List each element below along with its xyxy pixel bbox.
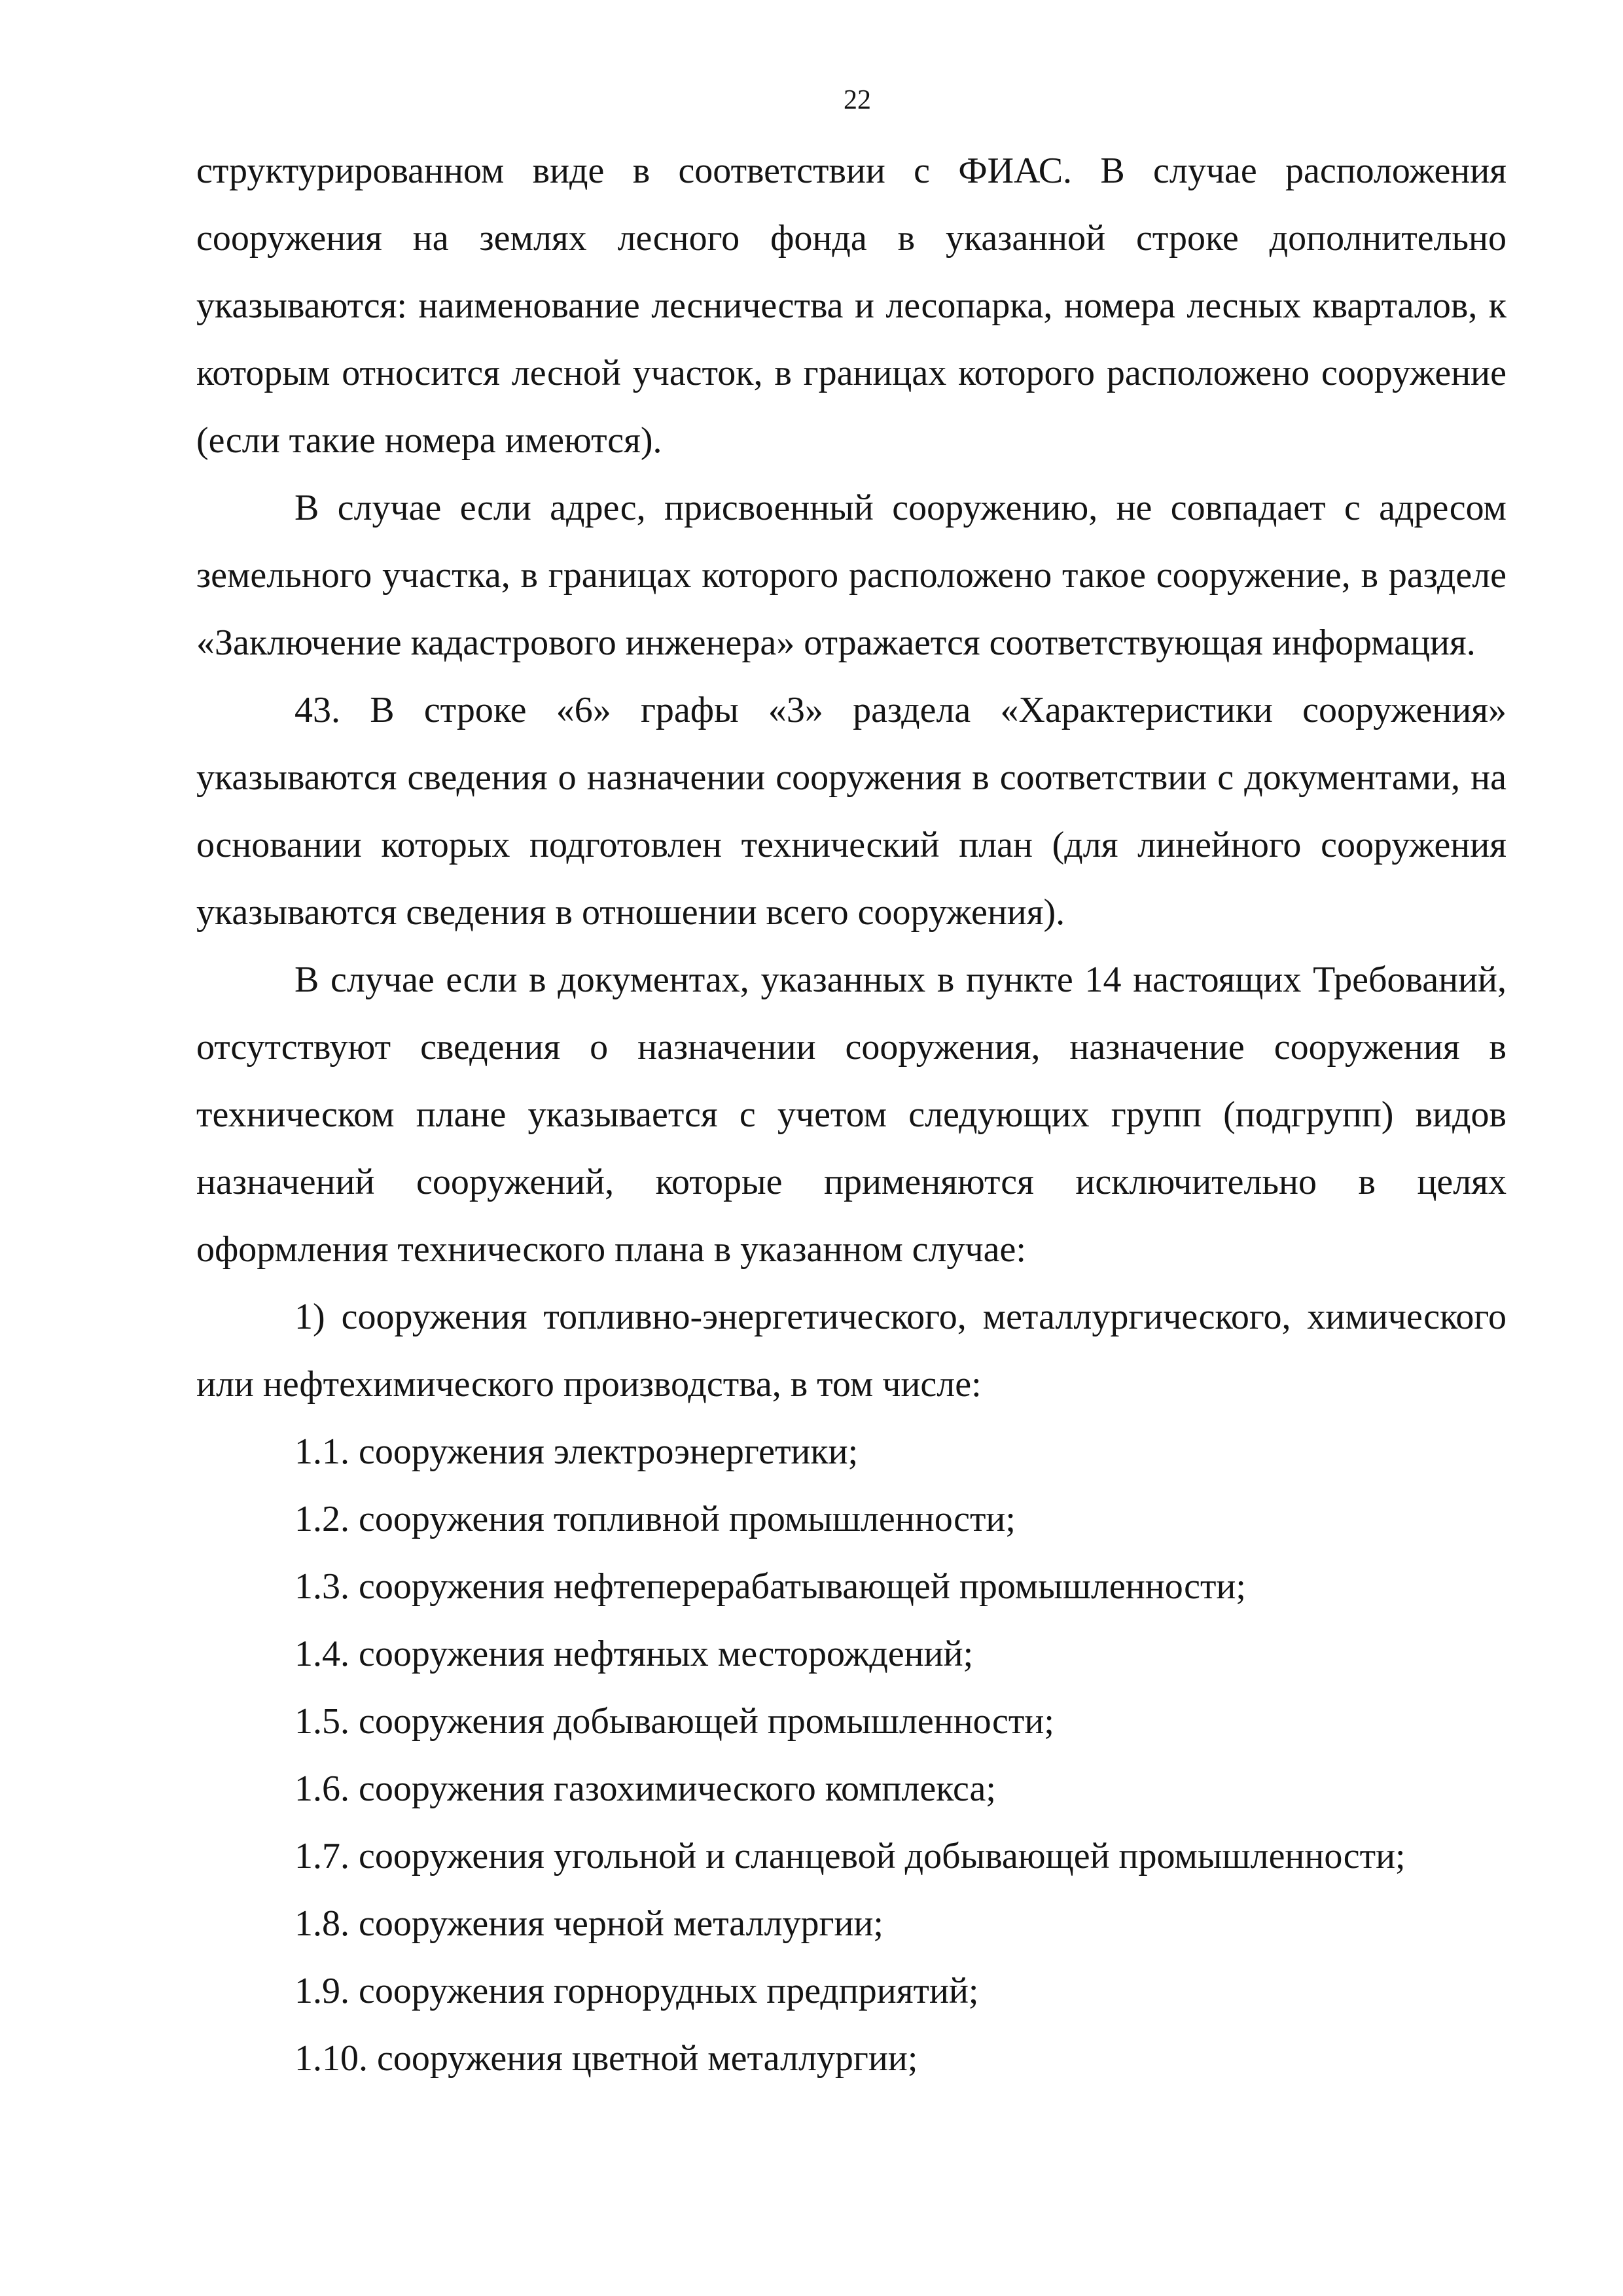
list-item: 1.7. сооружения угольной и сланцевой добывающей промышленности; xyxy=(294,1836,1406,1876)
list-item: 1.3. сооружения нефтеперерабатывающей промышленности; xyxy=(294,1566,1246,1607)
list-item: 1.5. сооружения добывающей промышленности; xyxy=(294,1701,1054,1742)
paragraph-purpose-groups: В случае если в документах, указанных в пункте 14 настоящих Требований, отсутствуют сведения о назначении сооружения, назначение сооружения в техническом плане указывается с учетом следующих групп (подгрупп) видов назначений сооружений, которые применяются исключительно в целях оформления технического плана в указанном случае: xyxy=(196,960,1507,1270)
list-item: 1.9. сооружения горнорудных предприятий; xyxy=(294,1971,979,2011)
paragraph-address-mismatch: В случае если адрес, присвоенный сооружению, не совпадает с адресом земельного участка, в границах которого расположено такое сооружение, в разделе «Заключение кадастрового инженера» отражается соответствующая информация. xyxy=(196,488,1507,663)
list-item: 1.6. сооружения газохимического комплекса; xyxy=(294,1768,996,1809)
paragraph-fias-address: структурированном виде в соответствии с ФИАС. В случае расположения сооружения на землях лесного фонда в указанной строке дополнительно указываются: наименование лесничества и лесопарка, номера лесных кварталов, к которым относится лесной участок, в границах которого расположено сооружение (если такие номера имеются). xyxy=(196,151,1507,461)
list-item: 1.8. сооружения черной металлургии; xyxy=(294,1903,883,1944)
paragraph-group-1: 1) сооружения топливно-энергетического, металлургического, химического или нефтехимического производства, в том числе: xyxy=(196,1297,1507,1405)
paragraph-item-43: 43. В строке «6» графы «3» раздела «Характеристики сооружения» указываются сведения о назначении сооружения в соответствии с документами, на основании которых подготовлен технический план (для линейного сооружения указываются сведения в отношении всего сооружения). xyxy=(196,690,1507,933)
list-item: 1.4. сооружения нефтяных месторождений; xyxy=(294,1634,974,1674)
list-item: 1.1. сооружения электроэнергетики; xyxy=(294,1431,859,1472)
page-number: 22 xyxy=(844,85,871,115)
list-item: 1.10. сооружения цветной металлургии; xyxy=(294,2038,918,2079)
document-body xyxy=(196,137,1507,2092)
list-item: 1.2. сооружения топливной промышленности; xyxy=(294,1499,1016,1539)
